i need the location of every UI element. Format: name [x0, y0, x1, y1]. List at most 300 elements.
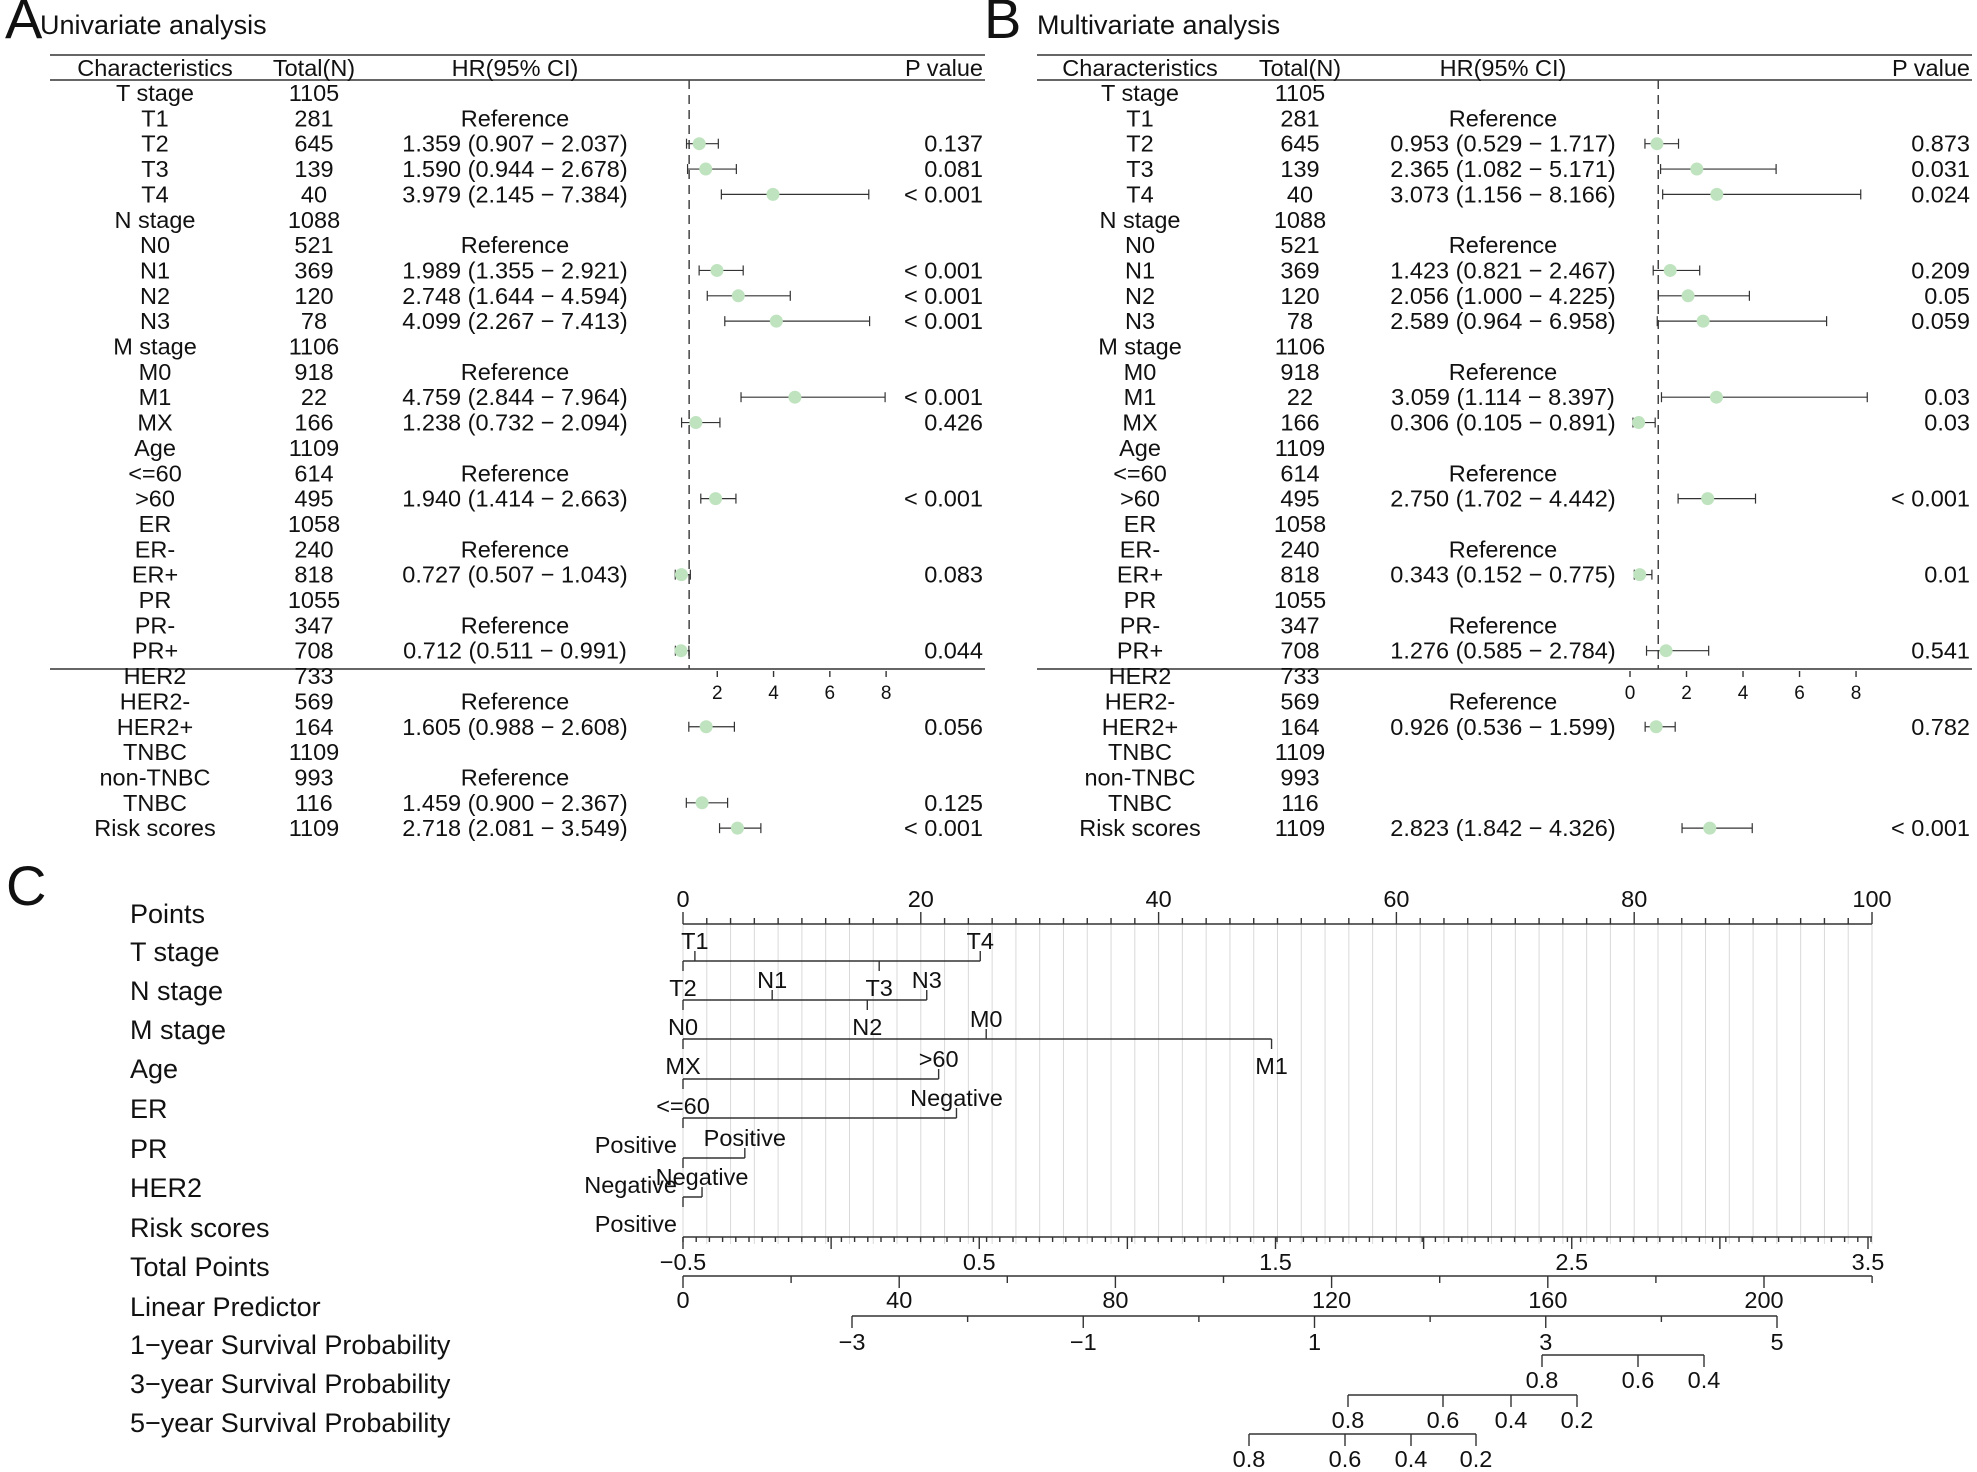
row-level-label: N2	[1124, 282, 1156, 309]
points-tick-label: 20	[907, 886, 934, 912]
row-level-label: non-TNBC	[99, 764, 211, 791]
row-total: 521	[294, 232, 334, 259]
survival-tick-label: 0.8	[1331, 1407, 1365, 1433]
row-level-label: MX	[1122, 409, 1158, 436]
row-total: 1106	[1274, 333, 1326, 360]
row-level-label: HER2+	[1101, 713, 1179, 740]
row-total: 645	[294, 130, 334, 157]
row-total: 993	[1280, 764, 1320, 791]
row-total: 1109	[288, 739, 340, 766]
row-level-label: M0	[1123, 358, 1157, 385]
row-pvalue: 0.03	[1924, 409, 1970, 436]
hr-point	[1633, 568, 1646, 581]
row-hr-ci: 0.343 (0.152 − 0.775)	[1390, 561, 1616, 588]
row-level-label: >60	[1120, 485, 1160, 512]
row-pvalue: 0.05	[1924, 282, 1970, 309]
survival-tick-label: 0.8	[1525, 1367, 1559, 1393]
total-points-tick-label: 160	[1528, 1287, 1568, 1313]
level-label: Positive	[594, 1211, 677, 1237]
row-hr-ci: 1.989 (1.355 − 2.921)	[402, 257, 628, 284]
row-hr-ci: Reference	[460, 105, 570, 132]
hr-point	[1650, 137, 1663, 150]
row-group-label: M stage	[113, 333, 197, 360]
row-total: 1106	[288, 333, 340, 360]
nomogram-panel	[6, 854, 1892, 1472]
points-tick-label: 100	[1852, 886, 1892, 912]
linear-predictor-tick-label: 3	[1539, 1329, 1553, 1355]
row-total: 116	[1281, 789, 1319, 816]
hr-point	[1697, 315, 1710, 328]
row-level-label: PR+	[131, 637, 179, 664]
row-group-label: Risk scores	[1079, 815, 1201, 842]
panel-letter: A	[5, 0, 43, 50]
row-total: 281	[1280, 105, 1320, 132]
row-total: 1058	[287, 510, 341, 537]
level-label: T3	[865, 975, 893, 1001]
risk-scores-tick-label: 3.5	[1851, 1249, 1885, 1275]
level-label: M1	[1255, 1053, 1288, 1079]
x-tick-label: 4	[768, 683, 779, 704]
row-hr-ci: Reference	[1448, 688, 1558, 715]
level-label: N3	[911, 967, 942, 993]
column-header-total: Total(N)	[1258, 55, 1342, 81]
row-pvalue: < 0.001	[903, 257, 983, 284]
linear-predictor-tick-label: 1	[1307, 1329, 1322, 1355]
column-header-hr: HR(95% CI)	[451, 55, 579, 81]
level-label: >60	[918, 1046, 959, 1072]
column-header-hr: HR(95% CI)	[1439, 55, 1567, 81]
row-hr-ci: 3.073 (1.156 − 8.166)	[1390, 181, 1616, 208]
row-hr-ci: 2.750 (1.702 − 4.442)	[1390, 485, 1616, 512]
row-total: 1088	[287, 206, 341, 233]
hr-point	[675, 644, 688, 657]
row-pvalue: 0.426	[924, 409, 983, 436]
row-total: 369	[1280, 257, 1320, 284]
linear-predictor-tick-label: −1	[1069, 1329, 1097, 1355]
row-hr-ci: 0.953 (0.529 − 1.717)	[1390, 130, 1616, 157]
level-label: <=60	[656, 1093, 710, 1119]
level-label: T2	[669, 975, 697, 1001]
survival-tick-label: 0.4	[1394, 1446, 1428, 1472]
nomogram-row-label: Age	[130, 1054, 179, 1084]
row-hr-ci: 4.759 (2.844 − 7.964)	[402, 384, 628, 411]
row-group-label: Risk scores	[94, 815, 216, 842]
row-level-label: M1	[1123, 384, 1157, 411]
row-group-label: HER2	[1108, 663, 1172, 690]
row-group-label: TNBC	[123, 739, 187, 766]
row-level-label: T2	[1126, 130, 1154, 157]
points-tick-label: 40	[1145, 886, 1172, 912]
x-tick-label: 6	[1794, 683, 1805, 704]
row-pvalue: < 0.001	[903, 815, 983, 842]
linear-predictor-tick-label: −3	[838, 1329, 866, 1355]
row-total: 495	[1280, 485, 1320, 512]
row-total: 1109	[288, 815, 340, 842]
level-label: N0	[667, 1014, 699, 1040]
nomogram-row-label: Total Points	[130, 1252, 270, 1282]
hr-point	[696, 796, 709, 809]
row-pvalue: 0.541	[1911, 637, 1970, 664]
column-header-characteristics: Characteristics	[1062, 55, 1218, 81]
row-total: 708	[1280, 637, 1320, 664]
row-group-label: N stage	[1099, 206, 1181, 233]
row-total: 1109	[1274, 815, 1326, 842]
points-tick-label: 60	[1383, 886, 1410, 912]
level-label: Positive	[703, 1125, 786, 1151]
row-level-label: N1	[1124, 257, 1156, 284]
hr-point	[710, 264, 723, 277]
row-hr-ci: 1.940 (1.414 − 2.663)	[402, 485, 628, 512]
hr-point	[699, 163, 712, 176]
hr-point	[1710, 188, 1723, 201]
row-group-label: N stage	[114, 206, 196, 233]
row-pvalue: 0.044	[924, 637, 983, 664]
row-hr-ci: Reference	[1448, 105, 1558, 132]
survival-tick-label: 0.4	[1494, 1407, 1528, 1433]
nomogram-row-label: M stage	[130, 1015, 227, 1045]
row-hr-ci: 2.823 (1.842 − 4.326)	[1390, 815, 1616, 842]
level-label: N2	[852, 1014, 883, 1040]
x-tick-label: 6	[824, 683, 836, 704]
row-total: 1109	[1274, 739, 1326, 766]
hr-point	[693, 137, 706, 150]
row-level-label: T2	[141, 130, 169, 157]
row-hr-ci: 1.423 (0.821 − 2.467)	[1390, 257, 1616, 284]
row-total: 569	[1280, 688, 1320, 715]
row-hr-ci: Reference	[460, 536, 570, 563]
level-label: T1	[681, 928, 709, 954]
row-level-label: T1	[141, 105, 169, 132]
row-hr-ci: 1.359 (0.907 − 2.037)	[402, 130, 628, 157]
row-group-label: T stage	[116, 80, 194, 106]
risk-scores-tick-label: 2.5	[1555, 1249, 1589, 1275]
nomogram-row-label: 3−year Survival Probability	[130, 1369, 451, 1399]
row-pvalue: 0.056	[924, 713, 983, 740]
nomogram-row-label: HER2	[130, 1173, 203, 1203]
survival-tick-label: 0.6	[1621, 1367, 1655, 1393]
row-total: 164	[1280, 713, 1320, 740]
row-pvalue: 0.03	[1924, 384, 1970, 411]
row-hr-ci: 1.605 (0.988 − 2.608)	[402, 713, 628, 740]
nomogram-row-label: Linear Predictor	[130, 1292, 321, 1322]
row-hr-ci: Reference	[460, 764, 570, 791]
hr-point	[788, 391, 801, 404]
row-hr-ci: 0.306 (0.105 − 0.891)	[1390, 409, 1616, 436]
row-total: 40	[1286, 181, 1314, 208]
total-points-tick-label: 120	[1311, 1287, 1352, 1313]
hr-point	[1682, 289, 1695, 302]
row-hr-ci: 3.059 (1.114 − 8.397)	[1391, 384, 1615, 411]
total-points-tick-label: 200	[1744, 1287, 1784, 1313]
row-level-label: T4	[1126, 181, 1154, 208]
row-hr-ci: Reference	[460, 358, 570, 385]
x-tick-label: 8	[1850, 683, 1862, 704]
hr-point	[709, 492, 722, 505]
row-hr-ci: Reference	[460, 460, 570, 487]
row-pvalue: 0.059	[1911, 308, 1970, 335]
row-level-label: >60	[135, 485, 175, 512]
hr-point	[770, 315, 783, 328]
hr-point	[766, 188, 779, 201]
row-total: 347	[1280, 612, 1320, 639]
row-total: 22	[300, 384, 328, 411]
hr-point	[1701, 492, 1714, 505]
row-level-label: ER+	[1116, 561, 1164, 588]
row-level-label: M1	[138, 384, 172, 411]
row-hr-ci: 1.459 (0.900 − 2.367)	[402, 789, 628, 816]
hr-point	[689, 416, 702, 429]
row-total: 1055	[1273, 587, 1327, 613]
level-label: Negative	[910, 1085, 1003, 1111]
row-hr-ci: 0.926 (0.536 − 1.599)	[1390, 713, 1616, 740]
row-level-label: <=60	[1113, 460, 1167, 487]
row-hr-ci: Reference	[1448, 536, 1558, 563]
row-pvalue: 0.873	[1911, 130, 1970, 157]
row-total: 120	[1280, 282, 1320, 309]
hr-point	[1703, 822, 1716, 835]
linear-predictor-tick-label: 5	[1770, 1329, 1784, 1355]
row-level-label: ER+	[131, 561, 179, 588]
row-level-label: HER2-	[119, 688, 191, 715]
row-group-label: T stage	[1101, 80, 1179, 106]
level-label: Positive	[594, 1132, 677, 1158]
row-hr-ci: 2.748 (1.644 − 4.594)	[402, 282, 628, 309]
row-hr-ci: 2.589 (0.964 − 6.958)	[1390, 308, 1616, 335]
row-hr-ci: Reference	[1448, 232, 1558, 259]
row-group-label: TNBC	[1108, 739, 1172, 766]
risk-scores-tick-label: 0.5	[962, 1249, 996, 1275]
row-total: 164	[294, 713, 334, 740]
row-level-label: HER2+	[116, 713, 194, 740]
nomogram-row-label: Risk scores	[130, 1213, 270, 1243]
univariate-forest-panel	[5, 0, 985, 841]
nomogram-row-label: Points	[130, 899, 206, 929]
row-group-label: PR	[1123, 587, 1157, 613]
row-total: 918	[1280, 358, 1320, 385]
row-hr-ci: Reference	[460, 688, 570, 715]
row-total: 645	[1280, 130, 1320, 157]
row-group-label: HER2	[123, 663, 187, 690]
row-total: 818	[294, 561, 334, 588]
row-hr-ci: 3.979 (2.145 − 7.384)	[402, 181, 628, 208]
row-hr-ci: 2.056 (1.000 − 4.225)	[1390, 282, 1616, 309]
row-level-label: N0	[139, 232, 171, 259]
row-hr-ci: 1.238 (0.732 − 2.094)	[402, 409, 628, 436]
points-tick-label: 0	[676, 886, 690, 912]
row-pvalue: 0.081	[924, 156, 983, 183]
row-hr-ci: Reference	[460, 612, 570, 639]
row-hr-ci: 1.590 (0.944 − 2.678)	[402, 156, 628, 183]
row-total: 281	[294, 105, 334, 132]
risk-scores-tick-label: 1.5	[1259, 1249, 1292, 1275]
row-level-label: N1	[139, 257, 171, 284]
panel-title: Univariate analysis	[40, 10, 267, 40]
nomogram-row-label: N stage	[130, 976, 224, 1006]
points-tick-label: 80	[1621, 886, 1648, 912]
row-hr-ci: Reference	[1448, 358, 1558, 385]
row-total: 139	[294, 156, 334, 183]
row-level-label: T3	[1126, 156, 1154, 183]
x-tick-label: 2	[711, 683, 723, 704]
row-level-label: M0	[138, 358, 172, 385]
survival-tick-label: 0.4	[1687, 1367, 1721, 1393]
total-points-tick-label: 80	[1102, 1287, 1129, 1313]
row-pvalue: < 0.001	[903, 384, 983, 411]
row-group-label: PR	[138, 587, 172, 613]
row-pvalue: 0.125	[924, 789, 983, 816]
row-total: 369	[294, 257, 334, 284]
row-level-label: T3	[141, 156, 169, 183]
row-pvalue: < 0.001	[903, 282, 983, 309]
row-total: 733	[1280, 663, 1320, 690]
column-header-pvalue: P value	[1892, 55, 1970, 81]
row-total: 78	[300, 308, 328, 335]
level-label: MX	[665, 1053, 701, 1079]
row-hr-ci: Reference	[460, 232, 570, 259]
row-group-label: Age	[134, 434, 176, 461]
row-total: 1105	[288, 80, 340, 106]
row-total: 614	[1280, 460, 1320, 487]
row-pvalue: 0.782	[1911, 713, 1970, 740]
row-level-label: PR-	[1119, 612, 1161, 639]
hr-point	[675, 568, 688, 581]
row-group-label: ER	[138, 510, 172, 537]
row-level-label: ER-	[1119, 536, 1161, 563]
row-level-label: TNBC	[123, 789, 187, 816]
hr-point	[1710, 391, 1723, 404]
row-hr-ci: 1.276 (0.585 − 2.784)	[1390, 637, 1616, 664]
row-pvalue: 0.137	[924, 130, 983, 157]
total-points-tick-label: 40	[886, 1287, 913, 1313]
row-total: 116	[295, 789, 333, 816]
survival-tick-label: 0.6	[1328, 1446, 1362, 1472]
survival-tick-label: 0.2	[1459, 1446, 1493, 1472]
total-points-tick-label: 0	[676, 1287, 690, 1313]
nomogram-row-label: T stage	[130, 937, 220, 967]
row-pvalue: < 0.001	[903, 308, 983, 335]
row-total: 166	[294, 409, 334, 436]
row-total: 78	[1286, 308, 1314, 335]
level-label: M0	[969, 1006, 1003, 1032]
column-header-characteristics: Characteristics	[77, 55, 233, 81]
x-tick-label: 8	[880, 683, 892, 704]
hr-point	[1650, 720, 1663, 733]
row-group-label: M stage	[1098, 333, 1182, 360]
row-total: 521	[1280, 232, 1320, 259]
row-pvalue: 0.024	[1911, 181, 1970, 208]
row-total: 1088	[1273, 206, 1327, 233]
row-total: 993	[294, 764, 334, 791]
row-pvalue: 0.01	[1924, 561, 1970, 588]
row-total: 818	[1280, 561, 1320, 588]
level-label: Negative	[584, 1172, 677, 1198]
x-tick-label: 0	[1624, 683, 1636, 704]
row-group-label: Age	[1119, 434, 1161, 461]
multivariate-forest-panel	[984, 0, 1972, 841]
nomogram-row-label: ER	[130, 1094, 168, 1124]
hr-point	[1660, 644, 1673, 657]
row-total: 347	[294, 612, 334, 639]
row-hr-ci: 0.727 (0.507 − 1.043)	[402, 561, 628, 588]
panel-letter: B	[984, 0, 1022, 50]
row-total: 240	[1280, 536, 1320, 563]
row-level-label: PR+	[1116, 637, 1164, 664]
survival-tick-label: 0.6	[1426, 1407, 1460, 1433]
row-level-label: ER-	[134, 536, 176, 563]
row-total: 495	[294, 485, 334, 512]
row-pvalue: < 0.001	[1890, 815, 1970, 842]
row-pvalue: 0.083	[924, 561, 983, 588]
row-total: 614	[294, 460, 334, 487]
row-total: 40	[300, 181, 328, 208]
row-pvalue: 0.031	[1911, 156, 1970, 183]
hr-point	[700, 720, 713, 733]
row-pvalue: < 0.001	[903, 485, 983, 512]
row-total: 240	[294, 536, 334, 563]
panel-title: Multivariate analysis	[1037, 10, 1281, 40]
row-hr-ci: Reference	[1448, 612, 1558, 639]
row-pvalue: < 0.001	[903, 181, 983, 208]
row-level-label: <=60	[128, 460, 182, 487]
row-level-label: N3	[1124, 308, 1156, 335]
row-hr-ci: 4.099 (2.267 − 7.413)	[402, 308, 628, 335]
row-total: 918	[294, 358, 334, 385]
row-level-label: T4	[141, 181, 169, 208]
panel-letter: C	[6, 854, 47, 917]
row-level-label: MX	[137, 409, 173, 436]
hr-point	[732, 289, 745, 302]
row-pvalue: 0.209	[1911, 257, 1970, 284]
row-total: 1109	[1274, 434, 1326, 461]
nomogram-row-label: PR	[130, 1134, 168, 1164]
level-label: T4	[966, 928, 994, 954]
row-total: 1109	[288, 434, 340, 461]
row-level-label: N0	[1124, 232, 1156, 259]
column-header-total: Total(N)	[272, 55, 356, 81]
level-label: Negative	[655, 1164, 749, 1190]
row-total: 1055	[287, 587, 341, 613]
row-total: 708	[294, 637, 334, 664]
row-total: 139	[1280, 156, 1320, 183]
row-hr-ci: 2.365 (1.082 − 5.171)	[1390, 156, 1616, 183]
column-header-pvalue: P value	[905, 55, 983, 81]
hr-point	[1690, 163, 1703, 176]
row-group-label: ER	[1123, 510, 1157, 537]
row-hr-ci: 0.712 (0.511 − 0.991)	[403, 637, 627, 664]
row-level-label: N3	[139, 308, 171, 335]
row-hr-ci: Reference	[1448, 460, 1558, 487]
row-level-label: T1	[1126, 105, 1154, 132]
row-total: 1058	[1273, 510, 1327, 537]
level-label: N1	[757, 967, 788, 993]
x-tick-label: 4	[1737, 683, 1749, 704]
row-total: 569	[294, 688, 334, 715]
row-level-label: HER2-	[1104, 688, 1176, 715]
survival-tick-label: 0.2	[1560, 1407, 1594, 1433]
risk-scores-tick-label: −0.5	[659, 1249, 707, 1275]
hr-point	[1632, 416, 1645, 429]
row-total: 120	[294, 282, 334, 309]
row-total: 166	[1280, 409, 1320, 436]
row-total: 22	[1286, 384, 1314, 411]
row-level-label: PR-	[134, 612, 176, 639]
hr-point	[731, 822, 744, 835]
row-level-label: TNBC	[1108, 789, 1172, 816]
row-level-label: non-TNBC	[1084, 764, 1196, 791]
row-total: 1105	[1274, 80, 1326, 106]
nomogram-row-label: 1−year Survival Probability	[130, 1330, 451, 1360]
x-tick-label: 2	[1681, 683, 1692, 704]
